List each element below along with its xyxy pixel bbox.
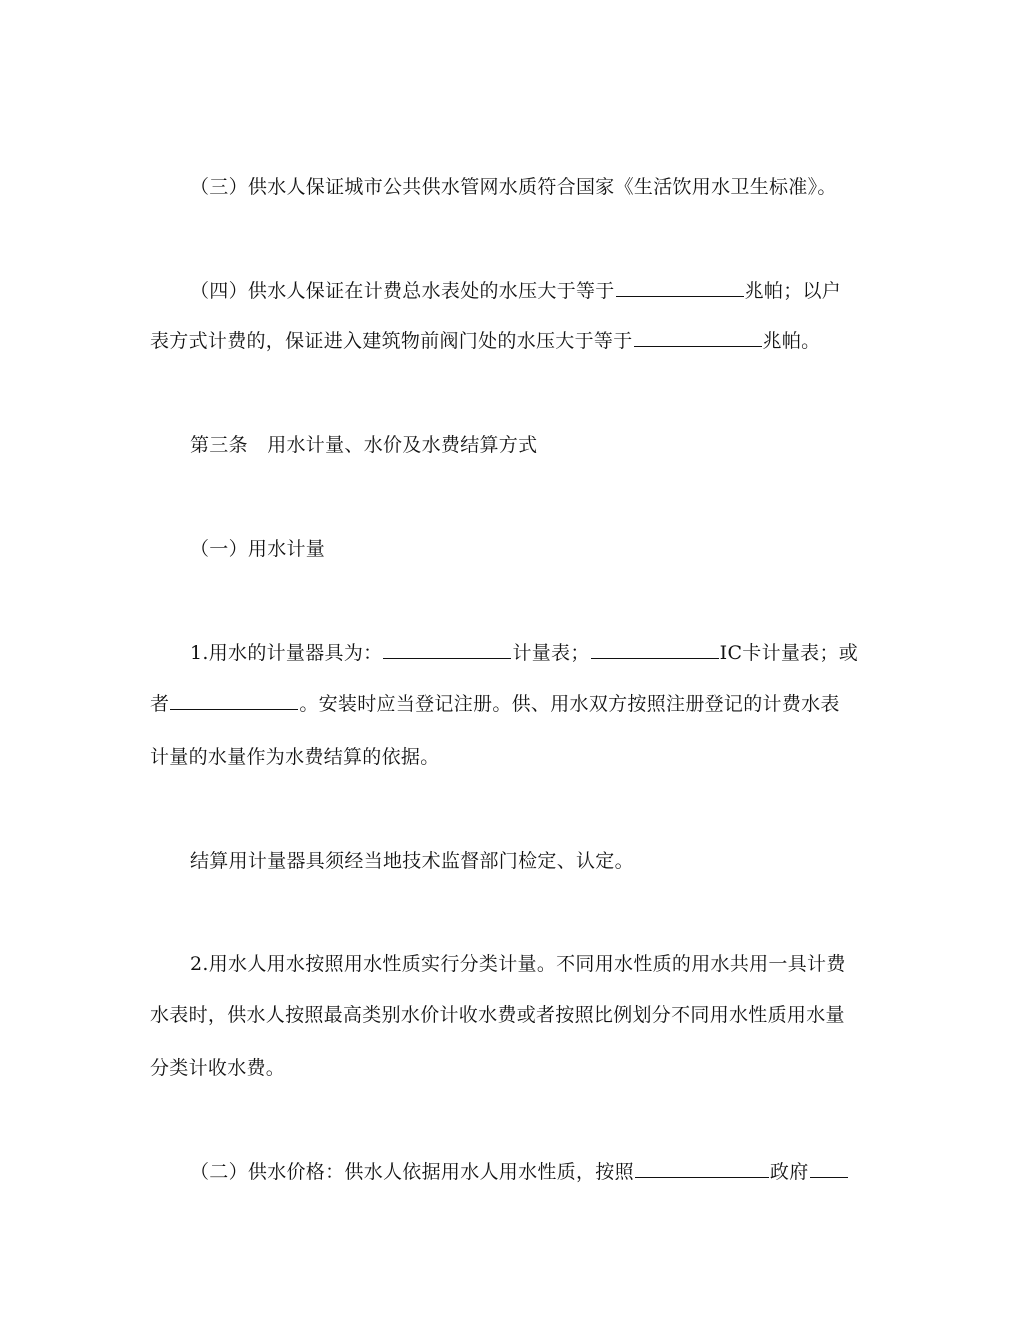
text: 计量表；	[512, 642, 590, 664]
text: （三）供水人保证城市公共供水管网水质符合国家《生活饮用水卫生标准》。	[190, 176, 837, 198]
text: 分类计收水费。	[150, 1057, 286, 1079]
item2-line3	[150, 1055, 890, 1081]
paragraph-water-pressure-line2	[150, 328, 890, 354]
text: 。安装时应当登记注册。供、用水双方按照注册登记的计费水表	[299, 693, 840, 715]
text: IC卡计量表；或	[719, 642, 859, 664]
text: 兆帕。	[762, 330, 821, 352]
fill-blank-meter-type-2[interactable]	[591, 640, 719, 659]
text: 者	[150, 693, 170, 715]
text: （四）供水人保证在计费总水表处的水压大于等于	[190, 280, 615, 302]
fill-blank-government-doc[interactable]	[810, 1159, 848, 1178]
text: 表方式计费的，保证进入建筑物前阀门处的水压大于等于	[150, 330, 633, 352]
text: （一）用水计量	[190, 538, 326, 560]
item1-note	[190, 848, 930, 874]
fill-blank-pressure-total-meter[interactable]	[616, 278, 744, 297]
text: 2.用水人用水按照用水性质实行分类计量。不同用水性质的用水共用一具计费	[190, 953, 846, 975]
paragraph-water-pressure-line1	[190, 278, 930, 304]
article-heading	[190, 432, 930, 458]
item1-line1	[190, 640, 930, 666]
text: （二）供水价格：供水人依据用水人用水性质，按照	[190, 1161, 634, 1183]
fill-blank-price-basis[interactable]	[635, 1159, 769, 1178]
text: 兆帕；以户	[744, 280, 842, 302]
item2-line1	[190, 951, 930, 977]
paragraph-water-quality	[190, 174, 930, 200]
text: 1.用水的计量器具为：	[190, 642, 383, 664]
fill-blank-pressure-building-valve[interactable]	[634, 328, 762, 347]
text: 政府	[769, 1161, 809, 1183]
section-heading-metering	[190, 536, 930, 562]
fill-blank-meter-type-1[interactable]	[383, 640, 511, 659]
item2-line2	[150, 1002, 890, 1028]
text: 结算用计量器具须经当地技术监督部门检定、认定。	[190, 850, 634, 872]
text: 第三条 用水计量、水价及水费结算方式	[190, 434, 538, 456]
text: 水表时，供水人按照最高类别水价计收水费或者按照比例划分不同用水性质用水量	[150, 1004, 845, 1026]
section-price-line1	[190, 1159, 930, 1185]
item1-line2	[150, 691, 890, 717]
item1-line3	[150, 744, 890, 770]
text: 计量的水量作为水费结算的依据。	[150, 746, 440, 768]
fill-blank-meter-type-3[interactable]	[170, 691, 298, 710]
